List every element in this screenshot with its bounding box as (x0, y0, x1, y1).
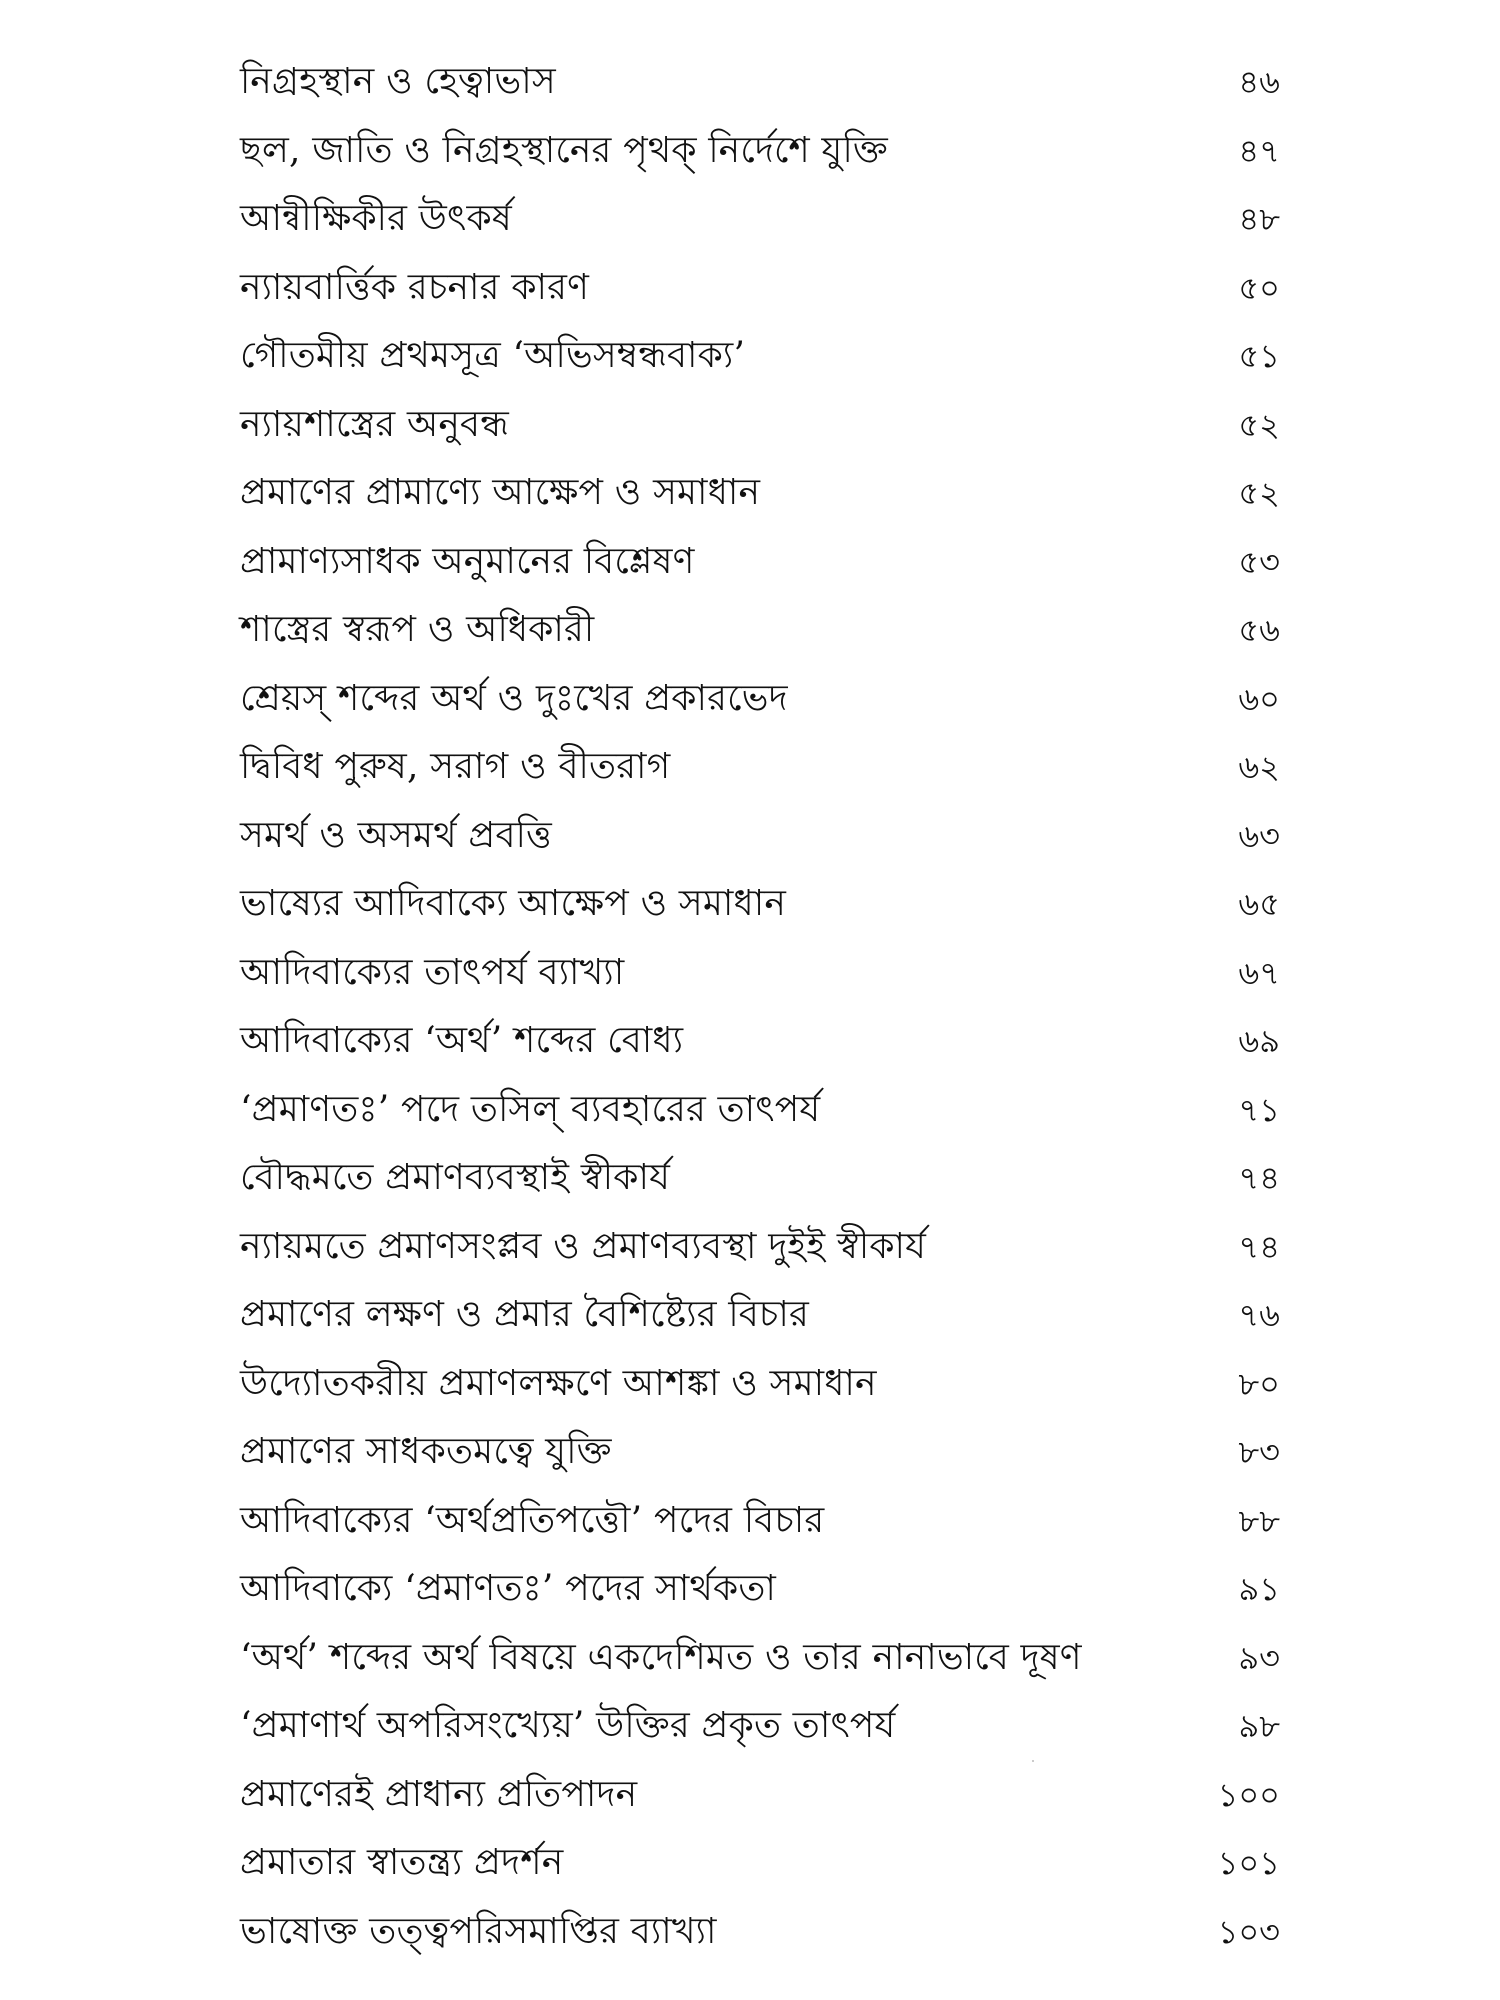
toc-entry-page-number: ৭৪ (1238, 1227, 1280, 1266)
toc-entry (240, 1900, 1280, 1969)
toc-entry-title: বৌদ্ধমতে প্রমাণব্যবস্থাই স্বীকার্য (240, 1157, 671, 1199)
toc-entry (240, 1626, 1280, 1695)
toc-entry-title: ছল, জাতি ও নিগ্রহস্থানের পৃথক্ নির্দেশে যুক্তি (240, 129, 888, 171)
toc-entry (240, 804, 1280, 873)
toc-entry-page-number: ৫২ (1238, 405, 1280, 444)
toc-entry-page-number: ৮৮ (1238, 1501, 1280, 1540)
toc-entry (240, 872, 1280, 941)
toc-entry-page-number: ৪৭ (1238, 131, 1280, 170)
toc-entry-page-number: ৫২ (1238, 474, 1280, 513)
toc-entry-title: শাস্ত্রের স্বরূপ ও অধিকারী (240, 609, 595, 651)
toc-entry-page-number: ৫১ (1238, 337, 1280, 376)
toc-entry (240, 187, 1280, 256)
toc-entry-page-number: ৬৭ (1238, 953, 1280, 992)
toc-entry (240, 256, 1280, 325)
toc-entry (240, 1489, 1280, 1558)
toc-entry-title: উদ্যোতকরীয় প্রমাণলক্ষণে আশঙ্কা ও সমাধান (240, 1362, 877, 1404)
toc-entry (240, 1283, 1280, 1352)
toc-entry-title: ন্যায়মতে প্রমাণসংপ্লব ও প্রমাণব্যবস্থা দুইই স্বীকার্য (240, 1225, 927, 1267)
toc-entry (240, 1215, 1280, 1284)
toc-entry (240, 1694, 1280, 1763)
toc-entry (240, 1009, 1280, 1078)
toc-entry-title: ন্যায়বার্ত্তিক রচনার কারণ (240, 266, 590, 308)
toc-entry-page-number: ৭১ (1238, 1090, 1280, 1129)
toc-entry (240, 1352, 1280, 1421)
toc-entry-title: আদিবাক্যে ‘প্রমাণতঃ’ পদের সার্থকতা (240, 1568, 777, 1610)
toc-entry-page-number: ১০৩ (1217, 1912, 1280, 1951)
toc-entry-title: ভাষোক্ত তত্ত্বপরিসমাপ্তির ব্যাখ্যা (240, 1910, 717, 1952)
toc-entry (240, 1831, 1280, 1900)
toc-entry-title: সমর্থ ও অসমর্থ প্রবত্তি (240, 814, 552, 856)
toc-entry-title: আদিবাক্যের ‘অর্থ’ শব্দের বোধ্য (240, 1020, 684, 1062)
toc-entry-page-number: ৮৩ (1238, 1433, 1280, 1472)
toc-entry-title: ন্যায়শাস্ত্রের অনুবন্ধ (240, 403, 510, 445)
table-of-contents (240, 50, 1280, 1968)
paper-speck (1032, 1760, 1034, 1762)
toc-entry (240, 1146, 1280, 1215)
toc-entry-title: প্রমাণের প্রামাণ্যে আক্ষেপ ও সমাধান (240, 472, 761, 514)
toc-entry (240, 50, 1280, 119)
toc-entry (240, 393, 1280, 462)
toc-entry (240, 1078, 1280, 1147)
toc-entry-title: আদিবাক্যের তাৎপর্য ব্যাখ্যা (240, 951, 625, 993)
toc-entry (240, 667, 1280, 736)
toc-entry-title: ‘প্রমাণার্থ অপরিসংখ্যেয়’ উক্তির প্রকৃত তাৎপর্য (240, 1705, 896, 1747)
toc-entry-page-number: ৬৯ (1238, 1022, 1280, 1061)
toc-entry (240, 1763, 1280, 1832)
toc-entry-title: প্রমাণের লক্ষণ ও প্রমার বৈশিষ্ট্যের বিচার (240, 1294, 809, 1336)
toc-entry (240, 1557, 1280, 1626)
toc-entry-title: ভাষ্যের আদিবাক্যে আক্ষেপ ও সমাধান (240, 883, 787, 925)
toc-entry (240, 461, 1280, 530)
toc-entry-title: আন্বীক্ষিকীর উৎকর্ষ (240, 198, 512, 240)
toc-entry (240, 1420, 1280, 1489)
toc-entry-title: ‘প্রমাণতঃ’ পদে তসিল্ ব্যবহারের তাৎপর্য (240, 1088, 821, 1130)
toc-entry-title: গৌতমীয় প্রথমসূত্র ‘অভিসম্বন্ধবাক্য’ (240, 335, 746, 377)
toc-entry-page-number: ৫০ (1238, 268, 1280, 307)
toc-entry-title: প্রমাণের সাধকতমত্বে যুক্তি (240, 1431, 612, 1473)
toc-entry-title: আদিবাক্যের ‘অর্থপ্রতিপত্তৌ’ পদের বিচার (240, 1499, 825, 1541)
toc-entry-title: প্রামাণ্যসাধক অনুমানের বিশ্লেষণ (240, 540, 695, 582)
toc-entry (240, 941, 1280, 1010)
toc-entry-page-number: ৯৮ (1238, 1707, 1280, 1746)
toc-entry-page-number: ৬২ (1238, 748, 1280, 787)
toc-entry-page-number: ৮০ (1238, 1364, 1280, 1403)
toc-entry (240, 530, 1280, 599)
toc-entry-page-number: ৬০ (1238, 679, 1280, 718)
toc-entry-page-number: ৭৬ (1238, 1296, 1280, 1335)
toc-entry (240, 119, 1280, 188)
toc-entry-page-number: ৬৩ (1238, 816, 1280, 855)
toc-entry (240, 735, 1280, 804)
toc-entry-title: নিগ্রহস্থান ও হেত্বাভাস (240, 61, 556, 103)
toc-entry-page-number: ৫৩ (1238, 542, 1280, 581)
toc-entry-page-number: ১০০ (1217, 1775, 1280, 1814)
toc-entry-page-number: ৫৬ (1238, 611, 1280, 650)
toc-entry-page-number: ৯১ (1238, 1570, 1280, 1609)
toc-entry-title: প্রমাতার স্বাতন্ত্র্য প্রদর্শন (240, 1842, 564, 1884)
toc-entry (240, 598, 1280, 667)
toc-entry-title: শ্রেয়স্ শব্দের অর্থ ও দুঃখের প্রকারভেদ (240, 677, 788, 719)
toc-entry (240, 324, 1280, 393)
toc-entry-page-number: ৭৪ (1238, 1159, 1280, 1198)
toc-entry-title: প্রমাণেরই প্রাধান্য প্রতিপাদন (240, 1773, 638, 1815)
toc-entry-page-number: ৬৫ (1238, 885, 1280, 924)
toc-entry-page-number: ১০১ (1217, 1844, 1280, 1883)
toc-entry-title: ‘অর্থ’ শব্দের অর্থ বিষয়ে একদেশিমত ও তার নানাভাবে দূষণ (240, 1636, 1082, 1678)
toc-entry-page-number: ৪৮ (1238, 200, 1280, 239)
toc-entry-page-number: ৪৬ (1238, 63, 1280, 102)
toc-entry-page-number: ৯৩ (1238, 1638, 1280, 1677)
toc-entry-title: দ্বিবিধ পুরুষ, সরাগ ও বীতরাগ (240, 746, 671, 788)
